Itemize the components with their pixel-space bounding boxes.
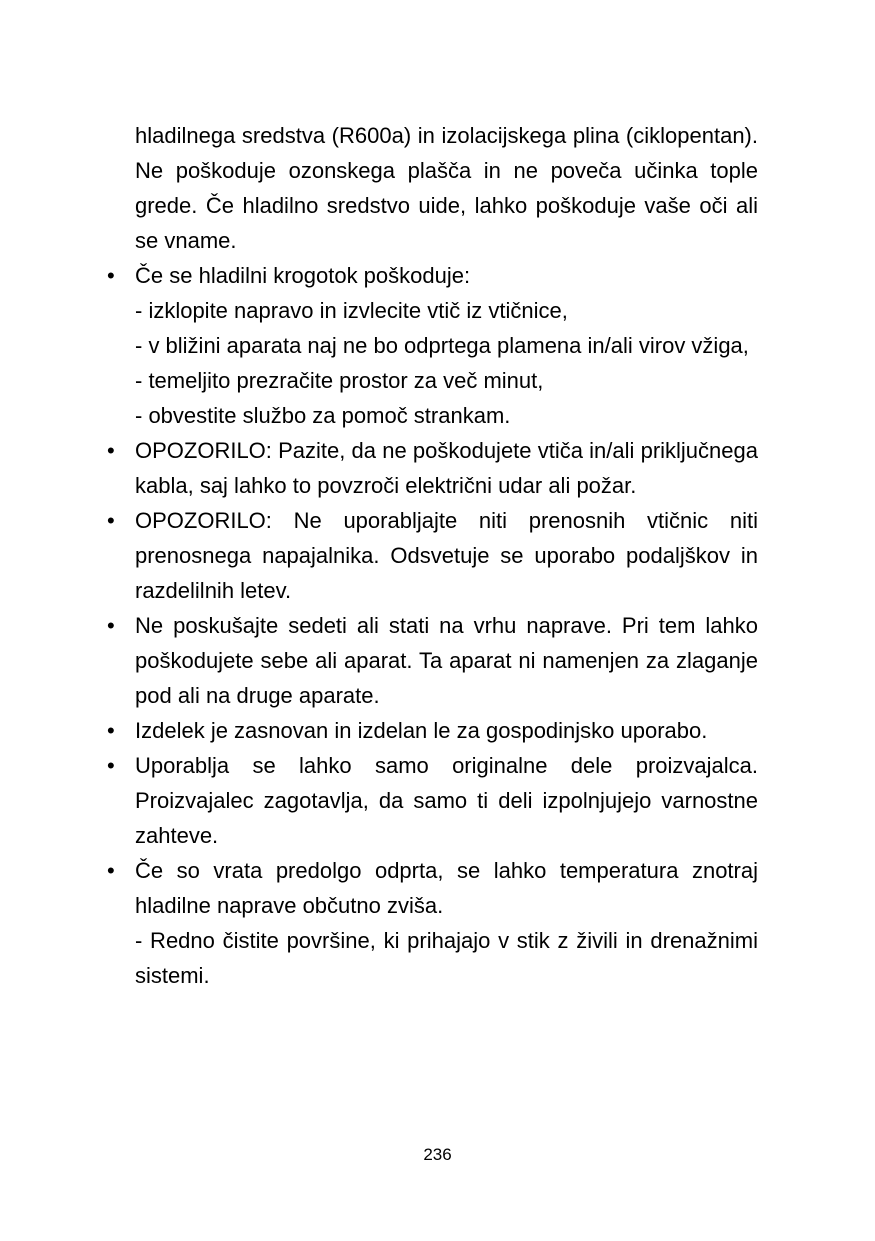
bullet-paragraph: • Če se hladilni krogotok poškoduje: bbox=[135, 263, 471, 288]
bullet-paragraph: - temeljito prezračite prostor za več minut, bbox=[135, 368, 544, 393]
bullet-item bbox=[135, 713, 758, 748]
bullet-paragraph: • Izdelek je zasnovan in izdelan le za gospodinjsko uporabo. bbox=[135, 718, 708, 743]
bullet-item bbox=[135, 258, 758, 433]
page-number: 236 bbox=[423, 1145, 452, 1164]
bullet-paragraph: - v bližini aparata naj ne bo odprtega plamena in/ali virov vžiga, bbox=[135, 333, 749, 358]
bullet-paragraph: • OPOZORILO: Pazite, da ne poškodujete vtiča in/ali priključnega kabla, saj lahko to povzroči električni udar ali požar. bbox=[135, 438, 758, 498]
bullet-item bbox=[135, 853, 758, 993]
bullet-paragraph: • Če so vrata predolgo odprta, se lahko temperatura znotraj hladilne naprave občutno zviša. bbox=[135, 858, 758, 918]
bullet-paragraph: - Redno čistite površine, ki prihajajo v stik z živili in drenažnimi sistemi. bbox=[135, 928, 758, 988]
bullet-paragraph: - obvestite službo za pomoč strankam. bbox=[135, 403, 511, 428]
bullet-paragraph: • Ne poskušajte sedeti ali stati na vrhu naprave. Pri tem lahko poškodujete sebe ali aparat. Ta aparat ni namenjen za zlaganje pod ali na druge aparate. bbox=[135, 613, 758, 708]
bullet-list bbox=[135, 258, 758, 993]
bullet-item bbox=[135, 748, 758, 853]
bullet-paragraph: • OPOZORILO: Ne uporabljajte niti prenosnih vtičnic niti prenosnega napajalnika. Odsvetuje se uporabo podaljškov in razdelilnih letev. bbox=[135, 508, 758, 603]
bullet-paragraph: • Uporablja se lahko samo originalne dele proizvajalca. Proizvajalec zagotavlja, da samo ti deli izpolnjujejo varnostne zahteve. bbox=[135, 753, 758, 848]
bullet-item bbox=[135, 503, 758, 608]
intro-paragraph: hladilnega sredstva (R600a) in izolacijskega plina (ciklopentan). Ne poškoduje ozonskega plašča in ne poveča učinka tople grede. Če hladilno sredstvo uide, lahko poškoduje vaše oči ali se vname. bbox=[135, 123, 758, 253]
page-content bbox=[135, 118, 758, 993]
bullet-paragraph: - izklopite napravo in izvlecite vtič iz vtičnice, bbox=[135, 298, 568, 323]
bullet-item bbox=[135, 433, 758, 503]
bullet-item bbox=[135, 608, 758, 713]
